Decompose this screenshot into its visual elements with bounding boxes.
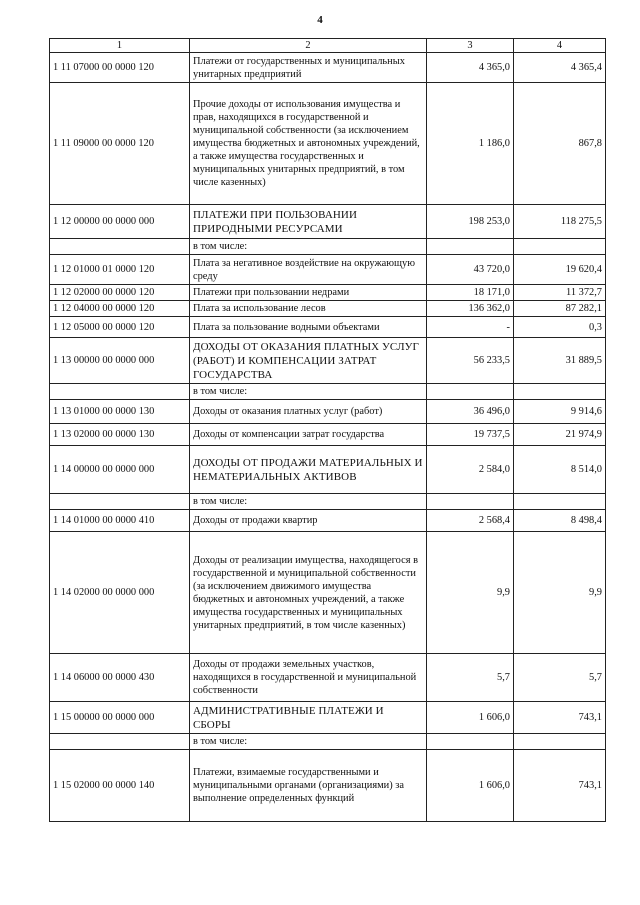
plan-value-cell: 43 720,0 (427, 255, 514, 285)
actual-value-cell: 21 974,9 (514, 424, 606, 446)
plan-value-cell: 1 606,0 (427, 750, 514, 822)
table-row (50, 317, 606, 338)
budget-code-cell: 1 12 02000 00 0000 120 (50, 285, 190, 301)
budget-code-cell: 1 15 02000 00 0000 140 (50, 750, 190, 822)
budget-code-cell: 1 14 01000 00 0000 410 (50, 510, 190, 532)
plan-value-cell: 56 233,5 (427, 338, 514, 384)
actual-value-cell: 19 620,4 (514, 255, 606, 285)
budget-code-cell: 1 14 02000 00 0000 000 (50, 532, 190, 654)
table-row (50, 239, 606, 255)
plan-value-cell: 18 171,0 (427, 285, 514, 301)
actual-value-cell: 5,7 (514, 654, 606, 702)
budget-code-cell: 1 15 00000 00 0000 000 (50, 702, 190, 734)
budget-code-cell: 1 13 02000 00 0000 130 (50, 424, 190, 446)
table-row (50, 654, 606, 702)
plan-value-cell (427, 239, 514, 255)
table-body (50, 53, 606, 822)
column-header: 1 (50, 39, 190, 53)
table-row (50, 83, 606, 205)
plan-value-cell (427, 384, 514, 400)
income-name-cell: Доходы от оказания платных услуг (работ) (190, 400, 427, 424)
income-name-cell: Доходы от компенсации затрат государства (190, 424, 427, 446)
income-name-cell: Доходы от реализации имущества, находящегося в государственной и муниципальной собственности (за исключением движимого имущества бюджетных и автономных учреждений, а также имущества государственных и муниципальных унитарных предприятий, в том числе казенных) (190, 532, 427, 654)
table-row (50, 400, 606, 424)
actual-value-cell: 867,8 (514, 83, 606, 205)
budget-code-cell: 1 12 04000 00 0000 120 (50, 301, 190, 317)
budget-code-cell: 1 11 07000 00 0000 120 (50, 53, 190, 83)
plan-value-cell: 2 568,4 (427, 510, 514, 532)
budget-code-cell (50, 239, 190, 255)
budget-code-cell: 1 13 01000 00 0000 130 (50, 400, 190, 424)
actual-value-cell (514, 734, 606, 750)
actual-value-cell: 743,1 (514, 750, 606, 822)
income-name-cell: Плата за негативное воздействие на окружающую среду (190, 255, 427, 285)
column-header: 3 (427, 39, 514, 53)
actual-value-cell: 4 365,4 (514, 53, 606, 83)
plan-value-cell: 2 584,0 (427, 446, 514, 494)
plan-value-cell: 136 362,0 (427, 301, 514, 317)
table-row (50, 750, 606, 822)
table-row (50, 734, 606, 750)
budget-code-cell: 1 14 00000 00 0000 000 (50, 446, 190, 494)
table-row (50, 301, 606, 317)
table-row (50, 510, 606, 532)
actual-value-cell: 11 372,7 (514, 285, 606, 301)
column-header: 4 (514, 39, 606, 53)
budget-table (49, 38, 606, 822)
table-row (50, 446, 606, 494)
actual-value-cell: 9,9 (514, 532, 606, 654)
actual-value-cell: 9 914,6 (514, 400, 606, 424)
actual-value-cell: 743,1 (514, 702, 606, 734)
actual-value-cell (514, 239, 606, 255)
plan-value-cell: 5,7 (427, 654, 514, 702)
budget-code-cell (50, 384, 190, 400)
budget-code-cell: 1 13 00000 00 0000 000 (50, 338, 190, 384)
plan-value-cell (427, 494, 514, 510)
budget-code-cell: 1 14 06000 00 0000 430 (50, 654, 190, 702)
table-row (50, 384, 606, 400)
actual-value-cell: 0,3 (514, 317, 606, 338)
plan-value-cell: 1 186,0 (427, 83, 514, 205)
plan-value-cell: 19 737,5 (427, 424, 514, 446)
income-name-cell: в том числе: (190, 494, 427, 510)
budget-code-cell (50, 734, 190, 750)
income-name-cell: Плата за пользование водными объектами (190, 317, 427, 338)
plan-value-cell: 9,9 (427, 532, 514, 654)
actual-value-cell: 87 282,1 (514, 301, 606, 317)
income-name-cell: Платежи, взимаемые государственными и муниципальными органами (организациями) за выполнение определенных функций (190, 750, 427, 822)
table-row (50, 424, 606, 446)
plan-value-cell: 198 253,0 (427, 205, 514, 239)
actual-value-cell: 31 889,5 (514, 338, 606, 384)
budget-code-cell: 1 12 00000 00 0000 000 (50, 205, 190, 239)
income-name-cell: ДОХОДЫ ОТ ОКАЗАНИЯ ПЛАТНЫХ УСЛУГ (РАБОТ) И КОМПЕНСАЦИИ ЗАТРАТ ГОСУДАРСТВА (190, 338, 427, 384)
table-row (50, 532, 606, 654)
page-number: 4 (317, 14, 323, 26)
income-name-cell: АДМИНИСТРАТИВНЫЕ ПЛАТЕЖИ И СБОРЫ (190, 702, 427, 734)
income-name-cell: Плата за использование лесов (190, 301, 427, 317)
income-name-cell: в том числе: (190, 734, 427, 750)
income-name-cell: Прочие доходы от использования имущества и прав, находящихся в государственной и муниципальной собственности (за исключением имущества бюджетных и автономных учреждений, а также имущества государственных и муниципальных унитарных предприятий, в том числе казенных) (190, 83, 427, 205)
plan-value-cell: - (427, 317, 514, 338)
income-name-cell: в том числе: (190, 239, 427, 255)
income-name-cell: ПЛАТЕЖИ ПРИ ПОЛЬЗОВАНИИ ПРИРОДНЫМИ РЕСУРСАМИ (190, 205, 427, 239)
table-row (50, 53, 606, 83)
table-row (50, 205, 606, 239)
income-name-cell: Доходы от продажи земельных участков, находящихся в государственной и муниципальной собственности (190, 654, 427, 702)
table-row (50, 494, 606, 510)
budget-code-cell: 1 12 01000 01 0000 120 (50, 255, 190, 285)
actual-value-cell (514, 494, 606, 510)
table-row (50, 702, 606, 734)
actual-value-cell: 8 514,0 (514, 446, 606, 494)
actual-value-cell: 8 498,4 (514, 510, 606, 532)
budget-code-cell: 1 12 05000 00 0000 120 (50, 317, 190, 338)
table-row (50, 255, 606, 285)
plan-value-cell: 1 606,0 (427, 702, 514, 734)
actual-value-cell (514, 384, 606, 400)
income-name-cell: Доходы от продажи квартир (190, 510, 427, 532)
plan-value-cell: 4 365,0 (427, 53, 514, 83)
table-row (50, 338, 606, 384)
actual-value-cell: 118 275,5 (514, 205, 606, 239)
income-name-cell: Платежи от государственных и муниципальных унитарных предприятий (190, 53, 427, 83)
table-row (50, 285, 606, 301)
plan-value-cell: 36 496,0 (427, 400, 514, 424)
income-name-cell: Платежи при пользовании недрами (190, 285, 427, 301)
budget-code-cell (50, 494, 190, 510)
column-header: 2 (190, 39, 427, 53)
budget-code-cell: 1 11 09000 00 0000 120 (50, 83, 190, 205)
income-name-cell: в том числе: (190, 384, 427, 400)
income-name-cell: ДОХОДЫ ОТ ПРОДАЖИ МАТЕРИАЛЬНЫХ И НЕМАТЕРИАЛЬНЫХ АКТИВОВ (190, 446, 427, 494)
plan-value-cell (427, 734, 514, 750)
header-row (50, 39, 606, 53)
